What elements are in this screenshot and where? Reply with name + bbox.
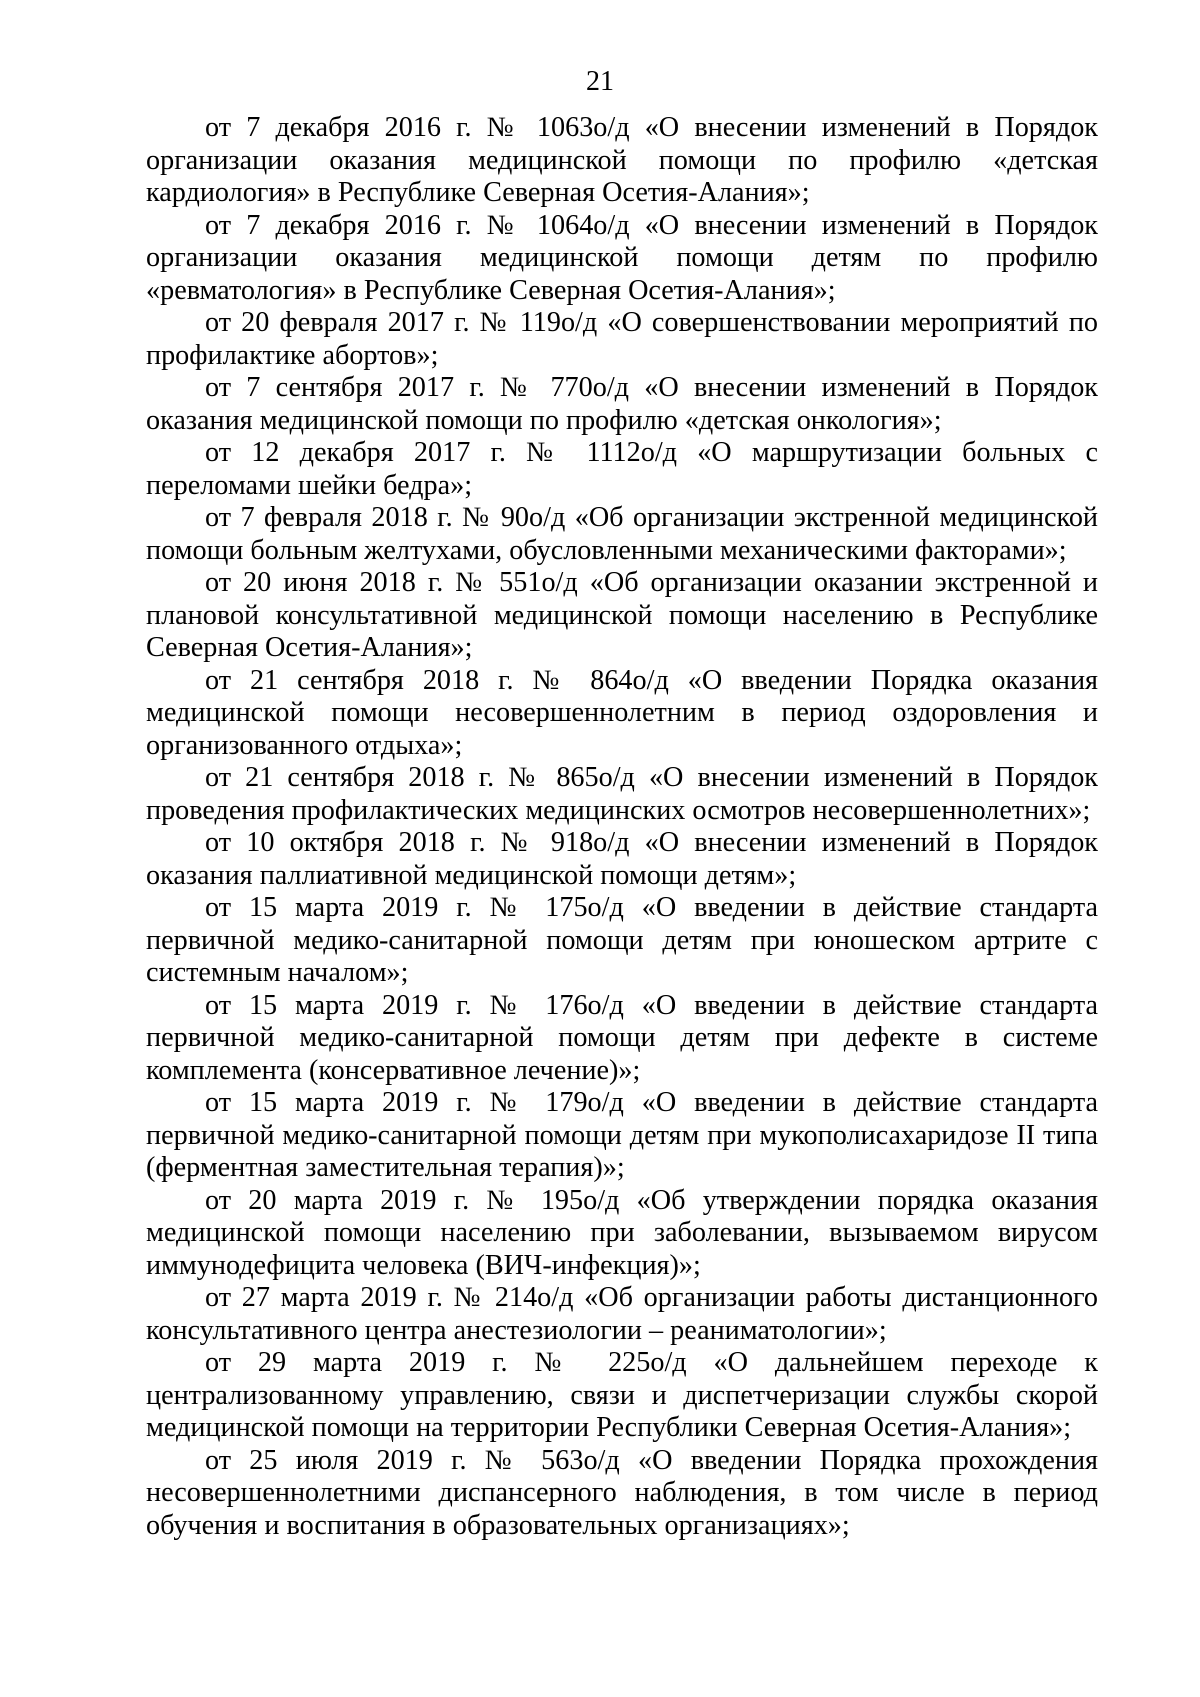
order-paragraph: от 29 марта 2019 г. № 225о/д «О дальнейшем переходе к централизованному управлению, связи и диспетчеризации службы скорой медицинской помощи на территории Республики Северная Осетия-Алания»; bbox=[146, 1347, 1098, 1443]
page-content bbox=[146, 112, 1098, 1542]
order-paragraph: от 15 марта 2019 г. № 175о/д «О введении в действие стандарта первичной медико-санитарной помощи детям при юношеском артрите с системным началом»; bbox=[146, 892, 1098, 988]
order-paragraph: от 7 декабря 2016 г. № 1063о/д «О внесении изменений в Порядок организации оказания медицинской помощи по профилю «детская кардиология» в Республике Северная Осетия-Алания»; bbox=[146, 112, 1098, 208]
order-paragraph: от 7 февраля 2018 г. № 90о/д «Об организации экстренной медицинской помощи больным желтухами, обусловленными механическими факторами»; bbox=[146, 502, 1098, 566]
order-paragraph: от 7 сентября 2017 г. № 770о/д «О внесении изменений в Порядок оказания медицинской помощи по профилю «детская онкология»; bbox=[146, 372, 1098, 436]
order-paragraph: от 12 декабря 2017 г. № 1112о/д «О маршрутизации больных с переломами шейки бедра»; bbox=[146, 437, 1098, 501]
order-paragraph: от 27 марта 2019 г. № 214о/д «Об организации работы дистанционного консультативного центра анестезиологии – реаниматологии»; bbox=[146, 1282, 1098, 1346]
order-paragraph: от 15 марта 2019 г. № 176о/д «О введении в действие стандарта первичной медико-санитарной помощи детям при дефекте в системе комплемента (консервативное лечение)»; bbox=[146, 989, 1098, 1086]
order-paragraph: от 10 октября 2018 г. № 918о/д «О внесении изменений в Порядок оказания паллиативной медицинской помощи детям»; bbox=[146, 827, 1098, 891]
order-paragraph: от 20 июня 2018 г. № 551о/д «Об организации оказании экстренной и плановой консультативной медицинской помощи населению в Республике Северная Осетия-Алания»; bbox=[146, 567, 1098, 663]
order-paragraph: от 25 июля 2019 г. № 563о/д «О введении Порядка прохождения несовершеннолетними диспансерного наблюдения, в том числе в период обучения и воспитания в образовательных организациях»; bbox=[146, 1444, 1098, 1541]
order-paragraph: от 21 сентября 2018 г. № 865о/д «О внесении изменений в Порядок проведения профилактических медицинских осмотров несовершеннолетних»; bbox=[146, 762, 1098, 826]
page-number: 21 bbox=[586, 66, 614, 97]
order-paragraph: от 15 марта 2019 г. № 179о/д «О введении в действие стандарта первичной медико-санитарной помощи детям при мукополисахаридозе II типа (ферментная заместительная терапия)»; bbox=[146, 1087, 1098, 1183]
order-paragraph: от 20 марта 2019 г. № 195о/д «Об утверждении порядка оказания медицинской помощи населению при заболевании, вызываемом вирусом иммунодефицита человека (ВИЧ-инфекция)»; bbox=[146, 1184, 1098, 1281]
order-paragraph: от 21 сентября 2018 г. № 864о/д «О введении Порядка оказания медицинской помощи несовершеннолетним в период оздоровления и организованного отдыха»; bbox=[146, 664, 1098, 761]
order-paragraph: от 7 декабря 2016 г. № 1064о/д «О внесении изменений в Порядок организации оказания медицинской помощи детям по профилю «ревматология» в Республике Северная Осетия-Алания»; bbox=[146, 209, 1098, 306]
order-paragraph: от 20 февраля 2017 г. № 119о/д «О совершенствовании мероприятий по профилактике абортов»; bbox=[146, 307, 1098, 371]
